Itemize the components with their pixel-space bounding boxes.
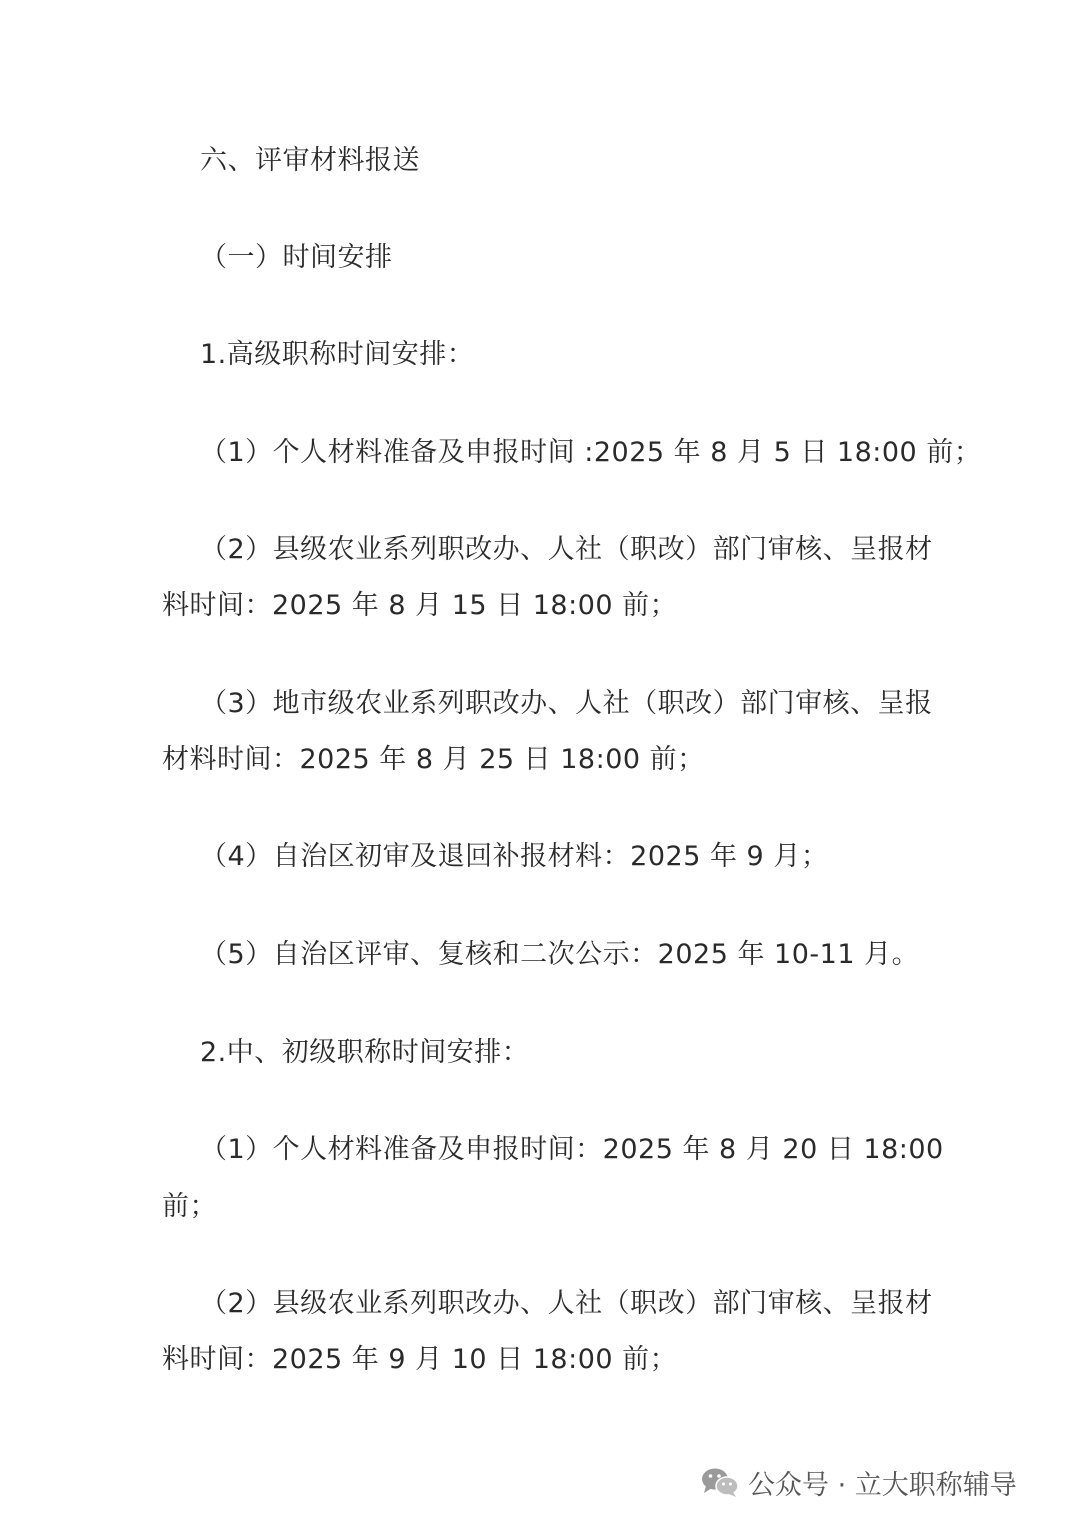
subsection-heading: （一）时间安排 [200,242,393,273]
senior-title-heading: 1.高级职称时间安排： [200,339,475,370]
senior-item-4: （4）自治区初审及退回补报材料：2025 年 9 月； [200,841,829,872]
senior-item-1: （1）个人材料准备及申报时间 :2025 年 8 月 5 日 18:00 前； [200,437,982,468]
mid-junior-item-1-line-1: （1）个人材料准备及申报时间：2025 年 8 月 20 日 18:00 [200,1134,944,1165]
watermark [700,1462,1017,1502]
mid-junior-item-1-line-2: 前； [162,1191,217,1222]
mid-junior-item-2-line-1: （2）县级农业系列职改办、人社（职改）部门审核、呈报材 [200,1288,933,1319]
senior-item-2-line-1: （2）县级农业系列职改办、人社（职改）部门审核、呈报材 [200,534,933,565]
senior-item-5: （5）自治区评审、复核和二次公示：2025 年 10-11 月。 [200,939,920,970]
wechat-icon [700,1466,740,1498]
senior-item-2-line-2: 料时间：2025 年 8 月 15 日 18:00 前； [162,590,678,621]
mid-junior-item-2-line-2: 料时间：2025 年 9 月 10 日 18:00 前； [162,1344,678,1375]
mid-junior-title-heading: 2.中、初级职称时间安排： [200,1037,530,1068]
watermark-text: 公众号 · 立大职称辅导 [748,1469,1017,1501]
senior-item-3-line-1: （3）地市级农业系列职改办、人社（职改）部门审核、呈报 [200,688,933,719]
section-heading: 六、评审材料报送 [200,145,420,176]
senior-item-3-line-2: 材料时间：2025 年 8 月 25 日 18:00 前； [162,744,705,775]
